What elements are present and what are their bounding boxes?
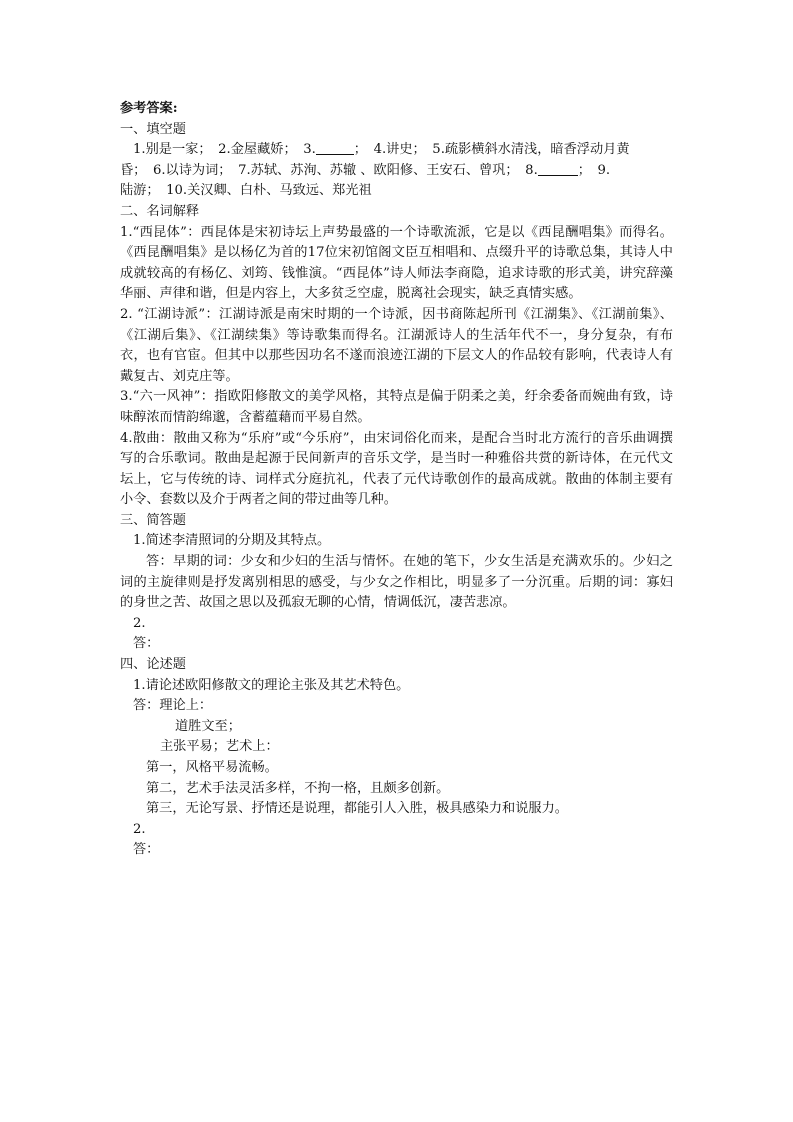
fill-blank-line-3: 陆游； 10.关汉卿、白朴、马致远、郑光祖 (120, 183, 372, 199)
fill-blank-line-2: 昏； 6.以诗为词； 7.苏轼、苏洵、苏辙 、欧阳修、王安石、曾巩； 8. ； 9. (120, 162, 611, 178)
essay-question-2: 2. (133, 821, 146, 837)
essay-answer-line-3: 第一，风格平易流畅。 (146, 760, 278, 775)
section-heading-essay: 四、论述题 (120, 657, 186, 673)
essay-answer-lead: 答：理论上： (133, 698, 213, 714)
essay-answer-line-2: 主张平易；艺术上： (160, 739, 279, 755)
essay-answer-2: 答： (133, 842, 160, 858)
term-liuyi: 3.“六一风神”：指欧阳修散文的美学风格，其特点是偏于阴柔之美，纡余委备而婉曲有致，诗味醇浓而情韵绵邈，含蓄蕴藉而平易自然。 (120, 389, 673, 425)
section-heading-short-answer: 三、简答题 (120, 512, 186, 528)
blank-8 (538, 161, 578, 176)
term-sanqu: 4.散曲：散曲又称为“乐府”或“今乐府”，由宋词俗化而来，是配合当时北方流行的音乐曲调撰写的合乐歌词。散曲是起源于民间新声的音乐文学，是当时一种雅俗共赏的新诗体，在元代文坛上，它与传统的诗、词样式分庭抗礼，代表了元代诗歌创作的最高成就。散曲的体制主要有小令、套数以及介于两者之间的带过曲等几种。 (120, 430, 673, 508)
short-answer-1: 答：早期的词：少女和少妇的生活与情怀。在她的笔下，少女生活是充满欢乐的。少妇之词的主旋律则是抒发离别相思的感受，与少女之作相比，明显多了一分沉重。后期的词：寡妇的身世之苦、故国之思以及孤寂无聊的心情，情调低沉，凄苦悲凉。 (120, 554, 673, 611)
essay-question-1: 1.请论述欧阳修散文的理论主张及其艺术特色。 (133, 677, 410, 693)
term-jianghu: 2. “江湖诗派”：江湖诗派是南宋时期的一个诗派，因书商陈起所刊《江湖集》、《江湖前集》、《江湖后集》、《江湖续集》等诗歌集而得名。江湖派诗人的生活年代不一，身分复杂，有布衣，也有官宦。但其中以那些因功名不遂而浪迹江湖的下层文人的作品较有影响，代表诗人有戴复古、刘克庄等。 (120, 306, 673, 384)
essay-answer-line-5: 第三，无论写景、抒情还是说理，都能引人入胜，极具感染力和说服力。 (146, 801, 568, 817)
short-answer-2: 答： (133, 636, 160, 652)
term-xikun: 1.“西昆体”：西昆体是宋初诗坛上声势最盛的一个诗歌流派，它是以《西昆酬唱集》而得名。《西昆酬唱集》是以杨亿为首的17位宋初馆阁文臣互相唱和、点缀升平的诗歌总集，其诗人中成就较高的有杨亿、刘筠、钱惟演。“西昆体”诗人师法李商隐，追求诗歌的形式美，讲究辞藻华丽、声律和谐，但是内容上，大多贫乏空虚，脱离社会现实，缺乏真情实感。 (120, 224, 673, 302)
blank-3 (316, 140, 354, 155)
section-heading-fill-blank: 一、填空题 (120, 121, 186, 137)
short-question-1: 1.简述李清照词的分期及其特点。 (133, 533, 331, 549)
essay-answer-line-1: 道胜文至； (175, 718, 241, 734)
section-heading-terms: 二、名词解释 (120, 203, 200, 219)
fill-blank-line-1: 1.别是一家； 2.金屋藏娇； 3. ； 4.讲史； 5.疏影横斜水清浅，暗香浮动月黄 (133, 142, 630, 158)
answer-sheet (120, 99, 673, 861)
page-title: 参考答案: (120, 101, 178, 116)
essay-answer-line-4: 第二，艺术手法灵活多样，不拘一格，且颇多创新。 (146, 780, 450, 796)
short-question-2: 2. (133, 615, 146, 631)
